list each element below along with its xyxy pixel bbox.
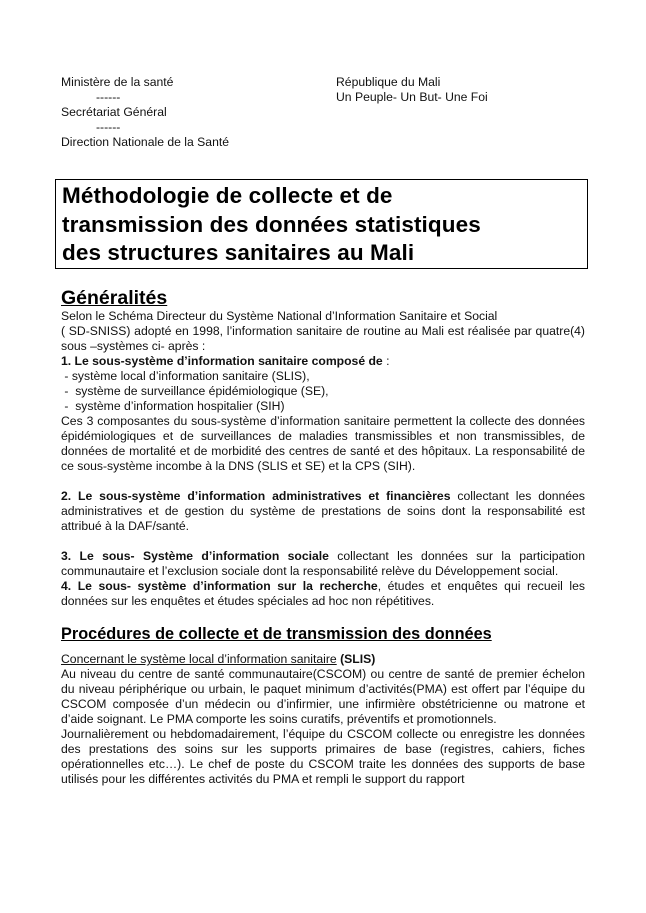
item-2-text: collectant les données administratives et de gestion du système de prestations de soins dont la responsabilité est attribué à la DAF/santé. bbox=[61, 489, 585, 533]
intro-paragraph: ( SD-SNISS) adopté en 1998, l’information sanitaire de routine au Mali est réalisée par quatre(4) sous –systèmes ci- après : bbox=[61, 324, 585, 353]
republic-motto: Un Peuple- Un But- Une Foi bbox=[336, 90, 488, 104]
item-2-paragraph bbox=[61, 489, 585, 534]
header-ministry-block bbox=[61, 75, 229, 150]
slis-paragraph-2: Journalièrement ou hebdomadairement, l’équipe du CSCOM collecte ou enregistre les données des prestations des soins sur les supports primaires de base (registres, cahiers, fiches opérationnelles etc…). Le chef de poste du CSCOM traite les données des supports de base utilisés pour les différentes activités du PMA et rempli le support du rapport bbox=[61, 727, 585, 786]
item-3-title: Système d’information sociale bbox=[142, 549, 329, 563]
item-3-text: collectant les données sur la participation communautaire et l’exclusion sociale dont la responsabilité relève du Développement social. bbox=[61, 549, 585, 578]
item-3-number: 3. Le sous- bbox=[61, 549, 143, 563]
list-item: - système d’information hospitalier (SIH) bbox=[61, 399, 285, 413]
item-1-paragraph: Ces 3 composantes du sous-système d’information sanitaire permettent la collecte des données épidémiologiques et de surveillances de maladies transmissibles et non transmissibles, de données de mortalité et de morbidité des centres de santé et des hôpitaux. La responsabilité de ce sous-système incombe à la DNS (SLIS et SE) et la CPS (SIH). bbox=[61, 414, 585, 473]
ministry-name: Ministère de la santé bbox=[61, 75, 174, 89]
title-line: des structures sanitaires au Mali bbox=[62, 240, 415, 265]
section-heading-generalites: Généralités bbox=[61, 287, 168, 309]
item-4-paragraph bbox=[61, 579, 585, 609]
document-body bbox=[61, 287, 585, 787]
section-heading-procedures: Procédures de collecte et de transmission des données bbox=[61, 625, 492, 643]
secretariat-name: Secrétariat Général bbox=[61, 105, 167, 119]
direction-name: Direction Nationale de la Santé bbox=[61, 135, 230, 149]
item-1-list bbox=[61, 369, 585, 414]
list-item: - système local d’information sanitaire (SLIS), bbox=[61, 369, 310, 383]
document-title bbox=[62, 182, 587, 268]
item-1-colon: : bbox=[382, 354, 390, 368]
list-item: - système de surveillance épidémiologique (SE), bbox=[61, 384, 329, 398]
item-1-heading bbox=[61, 354, 585, 369]
subsection-title: Concernant le système local d’information sanitaire bbox=[61, 652, 337, 666]
item-2-title-b: financières bbox=[386, 489, 451, 503]
item-4-title: 4. Le sous- système d’information sur la recherche bbox=[61, 579, 378, 593]
item-2-title: 2. Le sous-système d’information administratives et bbox=[61, 489, 387, 503]
item-1-title: 1. Le sous-système d’information sanitaire composé de bbox=[61, 354, 383, 368]
republic-name: République du Mali bbox=[336, 75, 441, 89]
separator: ------ bbox=[96, 90, 121, 104]
header-republic-block bbox=[336, 75, 488, 105]
title-line: transmission des données statistiques bbox=[62, 211, 481, 237]
item-4-text: , études et enquêtes qui recueil les données sur les enquêtes et études spéciales ad hoc non répétitives. bbox=[61, 579, 585, 608]
item-3-paragraph bbox=[61, 549, 585, 579]
slis-paragraph-1: Au niveau du centre de santé communautaire(CSCOM) ou centre de santé de premier échelon du niveau périphérique ou urbain, le paquet minimum d’activités(PMA) est offert par l’équipe du CSCOM composée d’un médecin ou d’infirmier, une infirmière obstétricienne ou matrone et d’aide soignant. Le PMA comporte les soins curatifs, préventifs et promotionnels. bbox=[61, 667, 585, 726]
subsection-abbr: (SLIS) bbox=[336, 652, 376, 666]
document-title-box bbox=[55, 179, 588, 269]
title-line: Méthodologie de collecte et de bbox=[62, 183, 393, 208]
subsection-heading-slis bbox=[61, 652, 585, 667]
separator: ------ bbox=[96, 120, 121, 134]
intro-line: Selon le Schéma Directeur du Système National d’Information Sanitaire et Social bbox=[61, 309, 498, 323]
